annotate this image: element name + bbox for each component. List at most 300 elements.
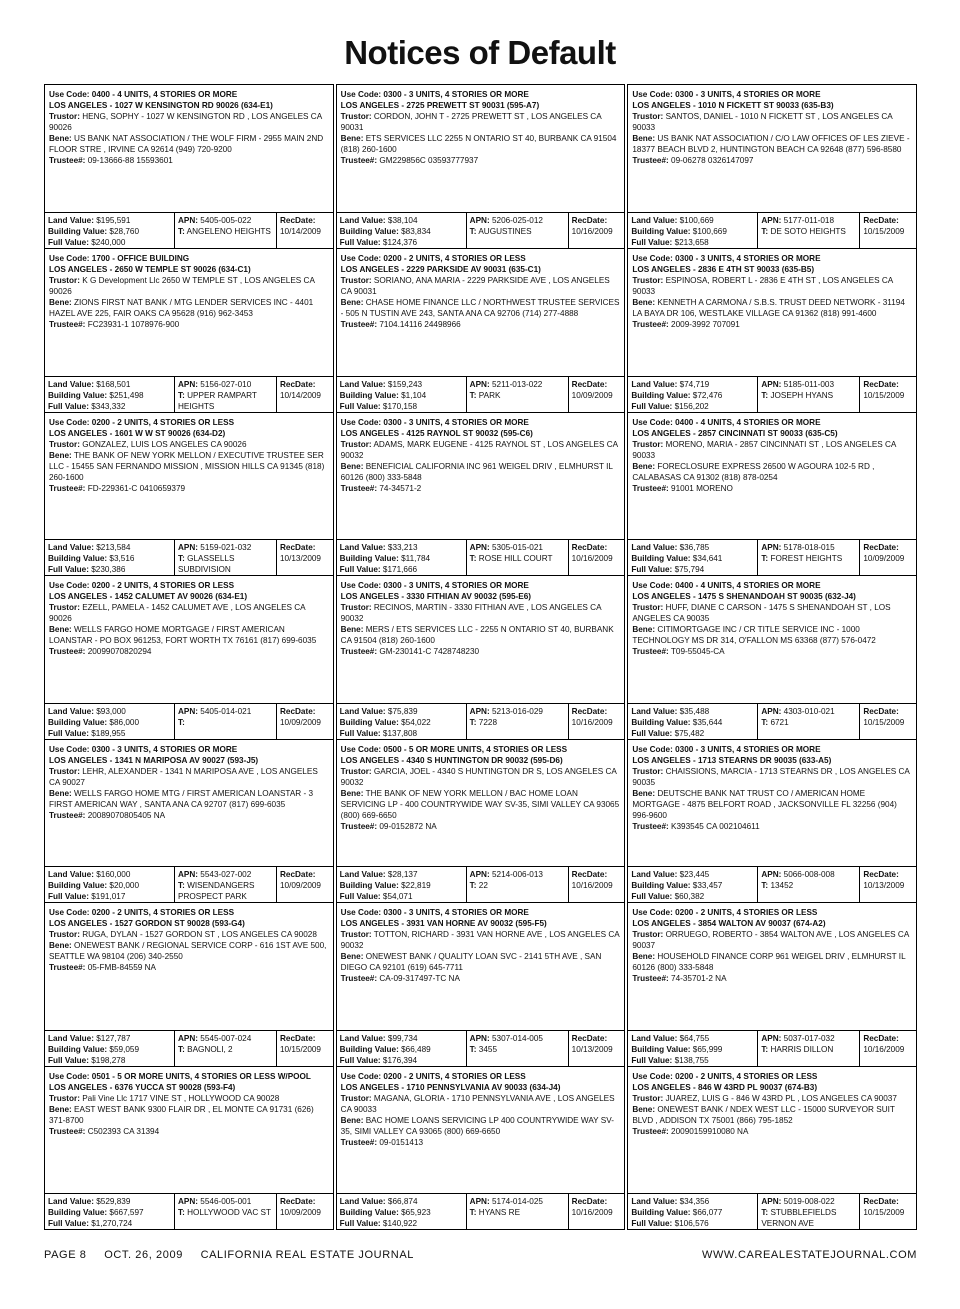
bene-label: Bene:	[632, 298, 656, 308]
bene-label: Bene:	[49, 450, 72, 460]
property-address: LOS ANGELES - 1710 PENNSYLVANIA AV 90033 (634-J4)	[340, 1082, 561, 1092]
values-cell	[337, 540, 467, 575]
trustee-value: 20089070805405 NA	[87, 810, 166, 820]
notice-body	[337, 576, 625, 702]
values-cell	[45, 704, 175, 739]
tract-value: ANGELENO HEIGHTS	[186, 227, 271, 237]
recdate-label: RecDate:	[571, 379, 608, 389]
recdate-label: RecDate:	[863, 379, 899, 389]
recdate-label: RecDate:	[571, 543, 608, 553]
full-value-label: Full Value:	[48, 892, 89, 902]
recdate-cell	[860, 540, 916, 575]
bene-label: Bene:	[49, 134, 72, 143]
trustor-line	[632, 111, 912, 133]
apn-value: 5543-027-002	[200, 870, 252, 880]
bene-line	[49, 297, 329, 319]
trustor-value: CHAISSIONS, MARCIA - 1713 STEARNS DR , LOS ANGELES CA 90035	[632, 766, 910, 787]
trustee-value: 09-0151413	[379, 1137, 424, 1147]
recdate-value: 10/09/2009	[280, 881, 321, 891]
recdate-value: 10/15/2009	[863, 717, 905, 727]
recdate-value: 10/15/2009	[863, 390, 905, 400]
use-code: Use Code: 0200 - 2 UNITS, 4 STORIES OR LESS	[340, 1071, 526, 1081]
full-value: $170,158	[382, 401, 418, 411]
land-value: $35,488	[679, 706, 710, 716]
tract-value: BAGNOLI, 2	[187, 1044, 233, 1054]
bene-value: ETS SERVICES LLC 2255 N ONTARIO ST 40, BURBANK CA 91504 (818) 260-1600	[340, 134, 617, 154]
building-value: $3,516	[109, 554, 135, 564]
use-code: Use Code: 0300 - 3 UNITS, 4 STORIES OR MORE	[632, 744, 821, 754]
notice-body	[628, 903, 916, 1029]
bene-line	[632, 624, 912, 646]
apn-value: 5405-014-021	[200, 706, 252, 716]
trustee-line	[49, 1126, 329, 1137]
trustee-label: Trustee#:	[632, 1126, 669, 1136]
trustor-line	[341, 1093, 621, 1115]
trustor-value: SANTOS, DANIEL - 1010 N FICKETT ST , LOS ANGELES CA 90033	[632, 112, 893, 132]
apn-value: 5305-015-021	[491, 543, 543, 553]
full-value: $54,071	[382, 892, 413, 902]
full-value-label: Full Value:	[631, 1218, 673, 1228]
trustor-line	[49, 111, 329, 133]
full-value: $106,576	[674, 1218, 709, 1228]
land-value-label: Land Value:	[631, 706, 678, 716]
property-address: LOS ANGELES - 2857 CINCINNATI ST 90033 (635-C5)	[632, 428, 838, 438]
trustee-value: 74-35701-2 NA	[671, 974, 727, 984]
apn-label: APN:	[761, 1033, 782, 1043]
bene-line	[632, 133, 912, 155]
trustor-value: MORENO, MARIA - 2857 CINCINNATI ST , LOS ANGELES CA 90033	[632, 439, 896, 460]
tract-value: 7228	[478, 717, 497, 727]
use-code: Use Code: 0400 - 4 UNITS, 4 STORIES OR MORE	[632, 581, 821, 591]
tract-value: STUBBLEFIELDS VERNON AVE	[761, 1207, 837, 1228]
values-cell	[628, 704, 758, 739]
trustee-value: CA-09-317497-TC NA	[379, 974, 460, 984]
apn-cell	[175, 540, 277, 575]
tract-label: T:	[178, 227, 185, 237]
trustee-line	[341, 319, 621, 330]
bene-value: FORECLOSURE EXPRESS 26500 W AGOURA 102-5 RD , CALABASAS CA 91302 (818) 878-0254	[632, 461, 875, 482]
building-value: $72,476	[692, 390, 723, 400]
trustor-line	[341, 439, 621, 461]
apn-label: APN:	[761, 543, 782, 553]
tract-label: T:	[178, 881, 185, 891]
building-value-label: Building Value:	[48, 227, 108, 237]
land-value-label: Land Value:	[631, 1196, 678, 1206]
recdate-label: RecDate:	[863, 870, 899, 880]
tract-label: T:	[469, 390, 477, 400]
recdate-label: RecDate:	[280, 379, 316, 389]
tract-value: JOSEPH HYANS	[770, 390, 834, 400]
tract-label: T:	[761, 390, 769, 400]
building-value-label: Building Value:	[339, 554, 399, 564]
page-footer	[44, 1249, 917, 1261]
trustee-label: Trustee#:	[340, 974, 378, 984]
apn-value: 5185-011-003	[783, 379, 835, 389]
apn-cell	[467, 867, 569, 902]
building-value: $66,077	[692, 1207, 723, 1217]
notice-body	[337, 85, 625, 212]
full-value-label: Full Value:	[339, 1218, 381, 1228]
full-value: $138,755	[674, 1055, 709, 1065]
full-value-label: Full Value:	[631, 892, 673, 902]
footer-website: WWW.CAREALESTATEJOURNAL.COM	[701, 1249, 917, 1261]
recdate-value: 10/09/2009	[280, 1207, 321, 1217]
bene-value: KENNETH A CARMONA / S.B.S. TRUST DEED NETWORK - 31194 LA BAYA DR 106, WESTLAKE VILLAGE CA 91362 (818) 991-4600	[632, 298, 905, 319]
full-value-label: Full Value:	[339, 565, 381, 575]
values-cell	[45, 867, 175, 902]
trustor-value: RUGA, DYLAN - 1527 GORDON ST , LOS ANGELES CA 90028	[82, 930, 317, 940]
building-value: $66,489	[401, 1044, 431, 1054]
property-address: LOS ANGELES - 2725 PREWETT ST 90031 (595-A7)	[340, 101, 540, 110]
trustor-line	[341, 766, 621, 788]
notice-body	[337, 1067, 625, 1193]
building-value: $11,784	[401, 554, 431, 564]
apn-cell	[467, 704, 569, 739]
apn-label: APN:	[469, 543, 490, 553]
building-value: $28,760	[109, 227, 140, 237]
apn-label: APN:	[469, 706, 490, 716]
apn-label: APN:	[178, 706, 199, 716]
trustor-label: Trustor:	[632, 603, 664, 613]
land-value-label: Land Value:	[631, 870, 678, 880]
use-code: Use Code: 0300 - 3 UNITS, 4 STORIES OR MORE	[632, 90, 821, 99]
trustor-label: Trustor:	[632, 766, 664, 776]
values-cell	[45, 1031, 175, 1066]
notice-values	[45, 212, 333, 248]
building-value-label: Building Value:	[48, 1044, 108, 1054]
full-value-label: Full Value:	[631, 1055, 673, 1065]
tract-label: T:	[761, 881, 769, 891]
recdate-cell	[569, 704, 625, 739]
apn-cell	[175, 867, 277, 902]
trustor-label: Trustor:	[632, 1093, 664, 1103]
land-value: $34,356	[679, 1196, 710, 1206]
recdate-cell	[860, 1194, 916, 1229]
recdate-cell	[860, 213, 916, 248]
trustor-value: LEHR, ALEXANDER - 1341 N MARIPOSA AVE , LOS ANGELES CA 90027	[49, 766, 318, 787]
full-value-label: Full Value:	[631, 728, 673, 738]
apn-label: APN:	[469, 870, 490, 880]
land-value: $213,584	[96, 543, 131, 553]
full-value-label: Full Value:	[339, 892, 381, 902]
trustee-label: Trustee#:	[632, 320, 669, 330]
bene-value: BENEFICIAL CALIFORNIA INC 961 WEIGEL DRIV , ELMHURST IL 60126 (800) 333-5848	[340, 461, 613, 482]
notice-record	[45, 248, 333, 411]
building-value-label: Building Value:	[631, 1207, 691, 1217]
notice-values	[337, 1193, 625, 1229]
bene-value: THE BANK OF NEW YORK MELLON / EXECUTIVE TRUSTEE SER LLC - 15455 SAN FERNANDO MISSION , MISSION HILLS CA 91345 (818) 260-1600	[49, 450, 325, 482]
full-value-label: Full Value:	[339, 728, 381, 738]
notice-body	[628, 1067, 916, 1193]
trustee-value: 05-FMB-84559 NA	[87, 963, 156, 973]
trustee-value: 20090159910080 NA	[671, 1126, 749, 1136]
apn-value: 5211-013-022	[491, 379, 543, 389]
tract-label: T:	[469, 554, 477, 564]
full-value-label: Full Value:	[339, 238, 381, 248]
trustor-label: Trustor:	[340, 112, 372, 121]
full-value-label: Full Value:	[48, 401, 89, 411]
notice-record	[45, 412, 333, 575]
apn-label: APN:	[761, 1196, 782, 1206]
tract-value: 22	[478, 881, 488, 891]
land-value-label: Land Value:	[48, 706, 94, 716]
building-value-label: Building Value:	[631, 227, 691, 237]
apn-value: 5037-017-032	[783, 1033, 835, 1043]
trustor-value: EZELL, PAMELA - 1452 CALUMET AVE , LOS ANGELES CA 90026	[49, 603, 306, 624]
notice-record	[628, 1066, 916, 1229]
notice-body	[45, 576, 333, 702]
building-value-label: Building Value:	[48, 881, 108, 891]
land-value-label: Land Value:	[631, 543, 678, 553]
trustee-label: Trustee#:	[340, 647, 378, 657]
recdate-value: 10/15/2009	[280, 1044, 321, 1054]
bene-line	[632, 1104, 912, 1126]
bene-label: Bene:	[340, 625, 364, 635]
recdate-label: RecDate:	[863, 543, 899, 553]
notice-record	[628, 739, 916, 902]
building-value: $86,000	[109, 717, 140, 727]
property-address: LOS ANGELES - 4125 RAYNOL ST 90032 (595-C6)	[340, 428, 533, 438]
notice-record	[45, 1066, 333, 1229]
recdate-cell	[569, 213, 625, 248]
tract-value: WISENDANGERS PROSPECT PARK	[178, 881, 255, 902]
recdate-label: RecDate:	[571, 1196, 608, 1206]
full-value: $213,658	[674, 238, 709, 248]
recdate-cell	[277, 540, 333, 575]
notice-values	[628, 212, 916, 248]
land-value: $74,719	[679, 379, 710, 389]
trustee-value: T09-55045-CA	[670, 647, 725, 657]
bene-line	[49, 133, 329, 155]
tract-value: 3455	[478, 1044, 497, 1054]
notice-values	[628, 703, 916, 739]
building-value: $65,923	[401, 1207, 431, 1217]
apn-value: 5546-005-001	[200, 1196, 252, 1206]
trustee-line	[341, 646, 621, 657]
use-code: Use Code: 0300 - 3 UNITS, 4 STORIES OR MORE	[340, 581, 529, 591]
notice-body	[45, 740, 333, 866]
recdate-cell	[860, 1031, 916, 1066]
values-cell	[45, 377, 175, 412]
apn-cell	[467, 213, 569, 248]
bene-label: Bene:	[340, 298, 364, 308]
property-address: LOS ANGELES - 3330 FITHIAN AV 90032 (595-E6)	[340, 592, 532, 602]
apn-label: APN:	[469, 379, 490, 389]
trustee-line	[632, 483, 912, 494]
land-value-label: Land Value:	[48, 1033, 94, 1043]
apn-label: APN:	[178, 870, 199, 880]
values-cell	[628, 540, 758, 575]
recdate-cell	[860, 867, 916, 902]
apn-cell	[758, 540, 860, 575]
values-cell	[337, 1031, 467, 1066]
full-value: $191,017	[91, 892, 126, 902]
bene-line	[632, 788, 912, 821]
bene-label: Bene:	[632, 461, 656, 471]
building-value-label: Building Value:	[339, 717, 399, 727]
use-code: Use Code: 0300 - 3 UNITS, 4 STORIES OR MORE	[340, 908, 529, 918]
use-code: Use Code: 0300 - 3 UNITS, 4 STORIES OR MORE	[340, 90, 529, 99]
apn-value: 5405-005-022	[200, 216, 252, 226]
trustee-label: Trustee#:	[340, 320, 378, 330]
tract-value: HARRIS DILLON	[770, 1044, 834, 1054]
land-value-label: Land Value:	[339, 1196, 386, 1206]
recdate-label: RecDate:	[280, 706, 316, 716]
trustee-line	[49, 962, 329, 973]
recdate-label: RecDate:	[280, 216, 316, 226]
bene-line	[49, 450, 329, 483]
trustor-line	[49, 439, 329, 450]
bene-line	[632, 461, 912, 483]
trustor-label: Trustor:	[49, 112, 80, 121]
apn-cell	[175, 704, 277, 739]
notice-body	[337, 413, 625, 539]
full-value-label: Full Value:	[631, 565, 673, 575]
full-value-label: Full Value:	[48, 1055, 89, 1065]
full-value: $198,278	[91, 1055, 126, 1065]
tract-value: ROSE HILL COURT	[478, 554, 553, 564]
notice-record	[628, 575, 916, 738]
trustor-label: Trustor:	[340, 1093, 372, 1103]
bene-value: CITIMORTGAGE INC / CR TITLE SERVICE INC - 1000 TECHNOLOGY MS DR 314, O'FALLON MS 63368 (877) 576-0472	[632, 625, 876, 646]
recdate-label: RecDate:	[571, 216, 608, 226]
property-address: LOS ANGELES - 1341 N MARIPOSA AV 90027 (593-J5)	[49, 755, 259, 765]
trustor-value: GARCIA, JOEL - 4340 S HUNTINGTON DR S, LOS ANGELES CA 90032	[340, 766, 617, 787]
trustor-line	[632, 602, 912, 624]
trustee-label: Trustee#:	[340, 821, 378, 831]
use-code: Use Code: 0501 - 5 OR MORE UNITS, 4 STORIES OR LESS W/POOL	[49, 1071, 311, 1081]
notice-values	[337, 703, 625, 739]
notice-body	[628, 413, 916, 539]
full-value: $75,482	[674, 728, 705, 738]
trustee-value: 09-06278 0326147097	[671, 156, 754, 165]
property-address: LOS ANGELES - 1527 GORDON ST 90028 (593-G4)	[49, 919, 245, 929]
building-value-label: Building Value:	[48, 717, 108, 727]
land-value: $195,591	[96, 216, 131, 226]
values-cell	[337, 704, 467, 739]
recdate-value: 10/13/2009	[571, 1044, 613, 1054]
notice-values	[45, 866, 333, 902]
bene-label: Bene:	[340, 952, 364, 962]
trustor-line	[632, 766, 912, 788]
bene-value: US BANK NAT ASSOCIATION / C/O LAW OFFICES OF LES ZIEVE - 18377 BEACH BLVD 2, HUNTINGTON BEACH CA 92648 (877) 596-8580	[632, 134, 910, 154]
trustee-line	[632, 155, 912, 166]
bene-value: ONEWEST BANK / QUALITY LOAN SVC - 2141 5TH AVE , SAN DIEGO CA 92101 (619) 645-7711	[340, 952, 602, 973]
trustee-value: GM-230141-C 7428748230	[379, 647, 480, 657]
notice-values	[45, 703, 333, 739]
trustee-line	[341, 155, 621, 166]
footer-date: OCT. 26, 2009	[104, 1249, 183, 1261]
land-value-label: Land Value:	[339, 1033, 386, 1043]
apn-value: 5159-021-032	[200, 543, 252, 553]
trustee-line	[49, 483, 329, 494]
land-value-label: Land Value:	[339, 379, 386, 389]
tract-value: GLASSELLS SUBDIVISION	[178, 554, 235, 575]
trustee-label: Trustee#:	[340, 483, 378, 493]
full-value: $240,000	[91, 238, 126, 248]
notice-record	[628, 412, 916, 575]
property-address: LOS ANGELES - 2650 W TEMPLE ST 90026 (634-C1)	[49, 265, 251, 275]
recdate-cell	[569, 540, 625, 575]
trustee-label: Trustee#:	[49, 156, 86, 165]
trustor-value: ORRUEGO, ROBERTO - 3854 WALTON AVE , LOS ANGELES CA 90037	[632, 930, 909, 951]
bene-value: US BANK NAT ASSOCIATION / THE WOLF FIRM - 2955 MAIN 2ND FLOOR STRE , IRVINE CA 92614 (949) 720-9200	[49, 134, 324, 154]
bene-label: Bene:	[49, 625, 72, 635]
building-value-label: Building Value:	[339, 1044, 399, 1054]
trustee-value: 7104.14116 24498966	[379, 320, 461, 330]
trustee-value: FD-229361-C 0410659379	[87, 483, 186, 493]
notice-values	[337, 866, 625, 902]
trustee-value: 74-34571-2	[379, 483, 422, 493]
full-value-label: Full Value:	[48, 728, 89, 738]
trustor-label: Trustor:	[49, 276, 80, 286]
trustor-label: Trustor:	[49, 930, 80, 940]
notice-body	[45, 85, 333, 212]
bene-line	[632, 297, 912, 319]
tract-label: T:	[469, 227, 477, 237]
trustee-line	[632, 821, 912, 832]
values-cell	[628, 377, 758, 412]
notice-record	[628, 248, 916, 411]
trustor-label: Trustor:	[49, 603, 80, 613]
property-address: LOS ANGELES - 1452 CALUMET AV 90026 (634-E1)	[49, 592, 248, 602]
recdate-label: RecDate:	[863, 1196, 899, 1206]
recdate-label: RecDate:	[863, 706, 899, 716]
bene-label: Bene:	[340, 788, 364, 798]
trustor-value: HENG, SOPHY - 1027 W KENSINGTON RD , LOS ANGELES CA 90026	[49, 112, 322, 132]
notice-values	[45, 1193, 333, 1229]
recdate-label: RecDate:	[863, 216, 899, 226]
trustee-line	[632, 1126, 912, 1137]
tract-label: T:	[469, 1044, 477, 1054]
trustor-value: ADAMS, MARK EUGENE - 4125 RAYNOL ST , LOS ANGELES CA 90032	[340, 439, 618, 460]
building-value: $59,059	[109, 1044, 140, 1054]
trustor-value: K G Development Llc 2650 W TEMPLE ST , LOS ANGELES CA 90026	[49, 276, 315, 297]
recdate-label: RecDate:	[571, 870, 608, 880]
bene-line	[49, 940, 329, 962]
tract-label: T:	[761, 554, 769, 564]
bene-line	[341, 133, 621, 155]
building-value-label: Building Value:	[631, 554, 691, 564]
full-value: $171,666	[382, 565, 418, 575]
trustor-label: Trustor:	[340, 930, 372, 940]
notice-values	[337, 1030, 625, 1066]
land-value: $159,243	[387, 379, 423, 389]
trustor-label: Trustor:	[632, 439, 664, 449]
trustor-value: MAGANA, GLORIA - 1710 PENNSYLVANIA AVE , LOS ANGELES CA 90033	[340, 1093, 615, 1114]
values-cell	[337, 867, 467, 902]
notice-values	[337, 376, 625, 412]
trustor-line	[49, 929, 329, 940]
apn-label: APN:	[469, 216, 490, 226]
recdate-value: 10/09/2009	[571, 390, 613, 400]
notice-record	[337, 248, 625, 411]
property-address: LOS ANGELES - 1475 S SHENANDOAH ST 90035 (632-J4)	[632, 592, 856, 602]
trustee-label: Trustee#:	[49, 963, 86, 973]
land-value-label: Land Value:	[339, 870, 386, 880]
land-value: $160,000	[96, 870, 131, 880]
recdate-cell	[277, 1031, 333, 1066]
apn-cell	[758, 377, 860, 412]
property-address: LOS ANGELES - 6376 YUCCA ST 90028 (593-F4)	[49, 1082, 236, 1092]
trustor-label: Trustor:	[632, 112, 664, 121]
trustee-label: Trustee#:	[632, 974, 669, 984]
trustee-label: Trustee#:	[49, 320, 86, 330]
use-code: Use Code: 0200 - 2 UNITS, 4 STORIES OR LESS	[632, 908, 818, 918]
bene-value: CHASE HOME FINANCE LLC / NORTHWEST TRUSTEE SERVICES - 505 N TUSTIN AVE 243, SANTA ANA CA 92706 (714) 277-4888	[340, 298, 620, 319]
land-value-label: Land Value:	[48, 1196, 94, 1206]
trustee-line	[632, 646, 912, 657]
